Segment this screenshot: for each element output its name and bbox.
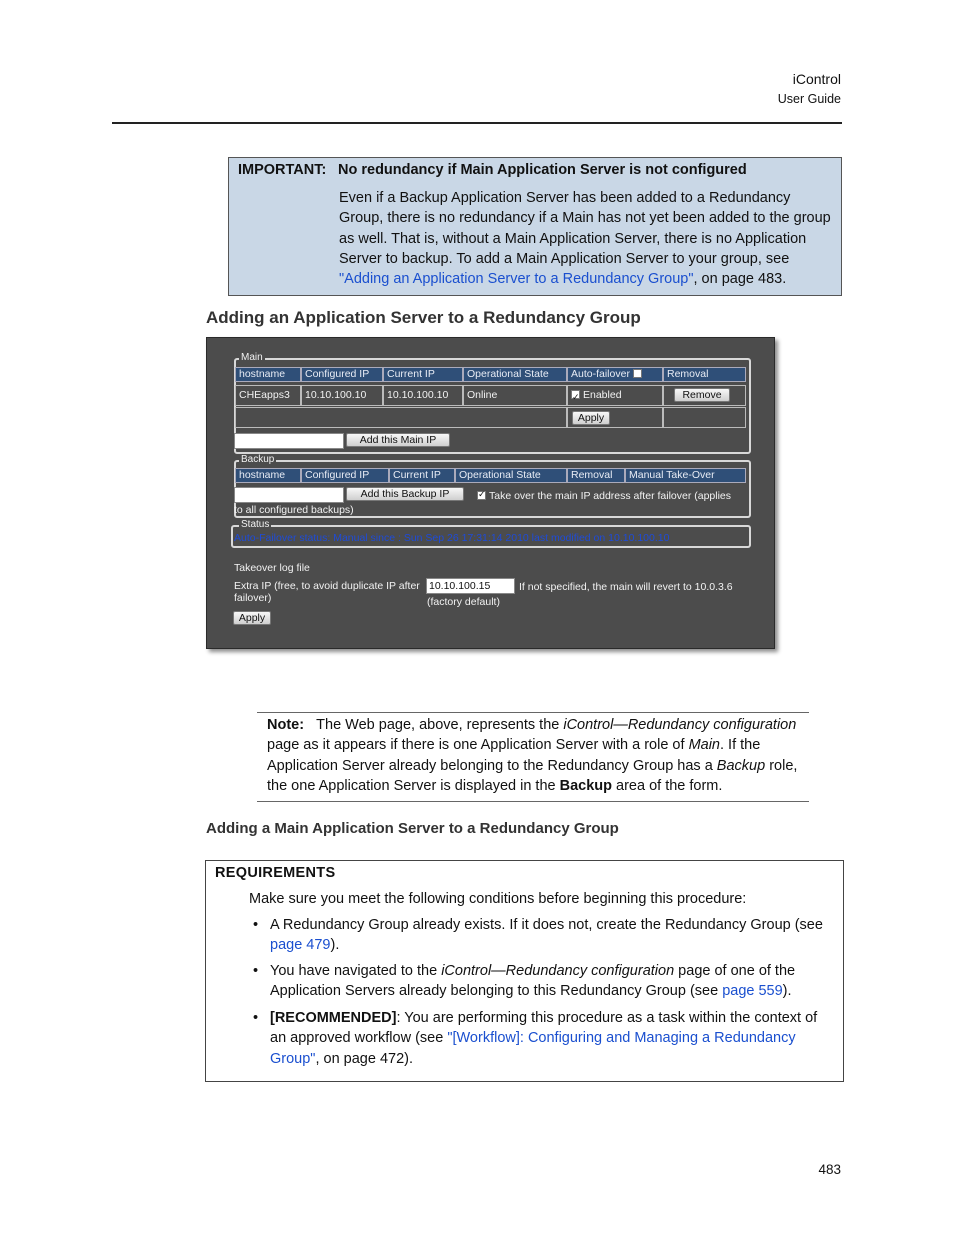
main-cell-removal [663,385,746,406]
main-empty-cell [235,407,567,428]
main-header-hostname: hostname [235,367,301,382]
important-body [339,188,835,289]
bullet-1-marker: • [253,917,259,933]
req3-tail: , on page 472). [315,1050,414,1067]
requirement-3 [270,1008,836,1069]
important-body-text: Even if a Backup Application Server has been added to a Redundancy Group, there is no redundancy if a Main has not yet been added to the group as well. That is, without a Main Application Server, there is no Application Server to backup. To add a Main Application Server to your group, see [339,190,831,267]
req2-mid: page of one of the Application Servers already belonging to this Redundancy Group (see [270,963,796,1000]
backup-header-removal: Removal [567,468,625,483]
enabled-label: Enabled [583,389,622,401]
main-legend: Main [241,352,263,363]
takeover-label-cont: to all configured backups) [234,504,354,516]
main-ip-input[interactable] [234,433,344,449]
extra-ip-apply-button[interactable]: Apply [233,611,271,625]
takeover-label: Take over the main IP address after failover (applies [489,490,732,502]
main-empty-cell-2 [663,407,746,428]
req2-em: iControl—Redundancy configuration [441,963,675,979]
main-cell-auto-failover [567,385,663,406]
requirement-2 [270,961,836,1002]
section-heading: Adding an Application Server to a Redundancy Group [206,308,641,327]
extra-ip-hint-cont: (factory default) [427,596,500,608]
important-link[interactable]: "Adding an Application Server to a Redundancy Group" [339,271,694,288]
note-label: Note: [267,717,305,733]
note-text-4: Main [688,737,720,754]
main-cell-state: Online [463,385,567,406]
req2-tail: ). [782,983,792,1000]
backup-header-manual-takeover: Manual Take-Over [625,468,746,483]
requirements-intro: Make sure you meet the following conditions before beginning this procedure: [249,891,747,907]
add-main-ip-button[interactable]: Add this Main IP [346,433,450,447]
doc-subtitle: User Guide [777,92,841,106]
important-label: IMPORTANT: [238,162,327,178]
note-text-9: area of the form. [612,777,723,794]
backup-header-current-ip: Current IP [389,468,455,483]
main-cell-current-ip: 10.10.100.10 [383,385,463,406]
note-text-3: page as it appears if there is one Application Server with a role of [267,737,689,754]
note-block [267,715,807,796]
important-callout [228,157,842,296]
main-header-operational-state: Operational State [463,367,567,382]
remove-button[interactable]: Remove [674,388,730,402]
extra-ip-input[interactable]: 10.10.100.15 [426,578,515,594]
takeover-log-link[interactable]: Takeover log file [234,562,310,574]
req3-link[interactable]: "[Workflow]: Configuring and Managing a Redundancy Group" [270,1030,796,1067]
note-text-6: Backup [716,757,766,774]
requirements-box [205,860,844,1082]
status-legend: Status [241,519,270,530]
req3-text: : You are performing this procedure as a task within the context of an approved workflow (see [270,1010,818,1047]
enabled-checkbox[interactable] [571,390,580,399]
main-header-auto-failover[interactable] [567,367,663,382]
backup-legend: Backup [241,454,275,465]
backup-header-configured-ip: Configured IP [301,468,389,483]
main-header-current-ip: Current IP [383,367,463,382]
requirement-1 [270,915,836,956]
auto-failover-label: Auto-failover [571,368,630,380]
note-text-2: iControl—Redundancy configuration [563,717,797,733]
backup-header-hostname: hostname [235,468,301,483]
note-text-1: The Web page, above, represents the [316,717,564,733]
bullet-2-marker: • [253,963,259,979]
backup-header-operational-state: Operational State [455,468,567,483]
takeover-option[interactable] [477,490,731,502]
main-cell-configured-ip: 10.10.100.10 [301,385,383,406]
req3-bold: [RECOMMENDED] [270,1010,397,1026]
main-apply-cell [567,407,663,428]
main-header-removal: Removal [663,367,746,382]
takeover-checkbox[interactable] [477,491,486,500]
subheading: Adding a Main Application Server to a Redundancy Group [206,820,619,837]
note-bottom-rule [257,801,809,802]
add-backup-ip-button[interactable]: Add this Backup IP [346,487,464,501]
req1-text: A Redundancy Group already exists. If it does not, create the Redundancy Group (see [270,917,823,933]
main-header-configured-ip: Configured IP [301,367,383,382]
requirements-title: REQUIREMENTS [215,865,336,881]
req1-tail: ). [330,937,340,954]
header-divider [112,122,842,124]
auto-failover-checkbox[interactable] [633,369,642,378]
important-body-tail: , on page 483. [693,271,787,288]
note-top-rule [257,712,809,713]
bullet-3-marker: • [253,1010,259,1026]
redundancy-config-screenshot [206,337,775,649]
extra-ip-hint: If not specified, the main will revert to 10.0.3.6 [519,581,733,593]
note-text-8: Backup [559,777,612,794]
extra-ip-label-cont: failover) [234,592,272,604]
note-text-5: . If the Application Server already belonging to the Redundancy Group has a [267,737,761,774]
main-apply-button[interactable]: Apply [572,411,610,425]
req2-text: You have navigated to the [270,963,442,979]
main-cell-hostname: CHEapps3 [235,385,301,406]
extra-ip-label: Extra IP (free, to avoid duplicate IP after [234,580,420,592]
req2-link[interactable]: page 559 [722,983,783,1000]
req1-link[interactable]: page 479 [270,937,331,954]
doc-title: iControl [792,71,841,87]
important-title: No redundancy if Main Application Server is not configured [338,162,747,178]
backup-ip-input[interactable] [234,487,344,503]
note-text-7: role, the one Application Server is displayed in the [267,757,798,794]
page-number: 483 [818,1162,841,1177]
status-text: Auto-Failover status: Manual since : Sun Sep 26 17:31:14 2010 last modified on 10.10.100.10 [234,532,670,544]
